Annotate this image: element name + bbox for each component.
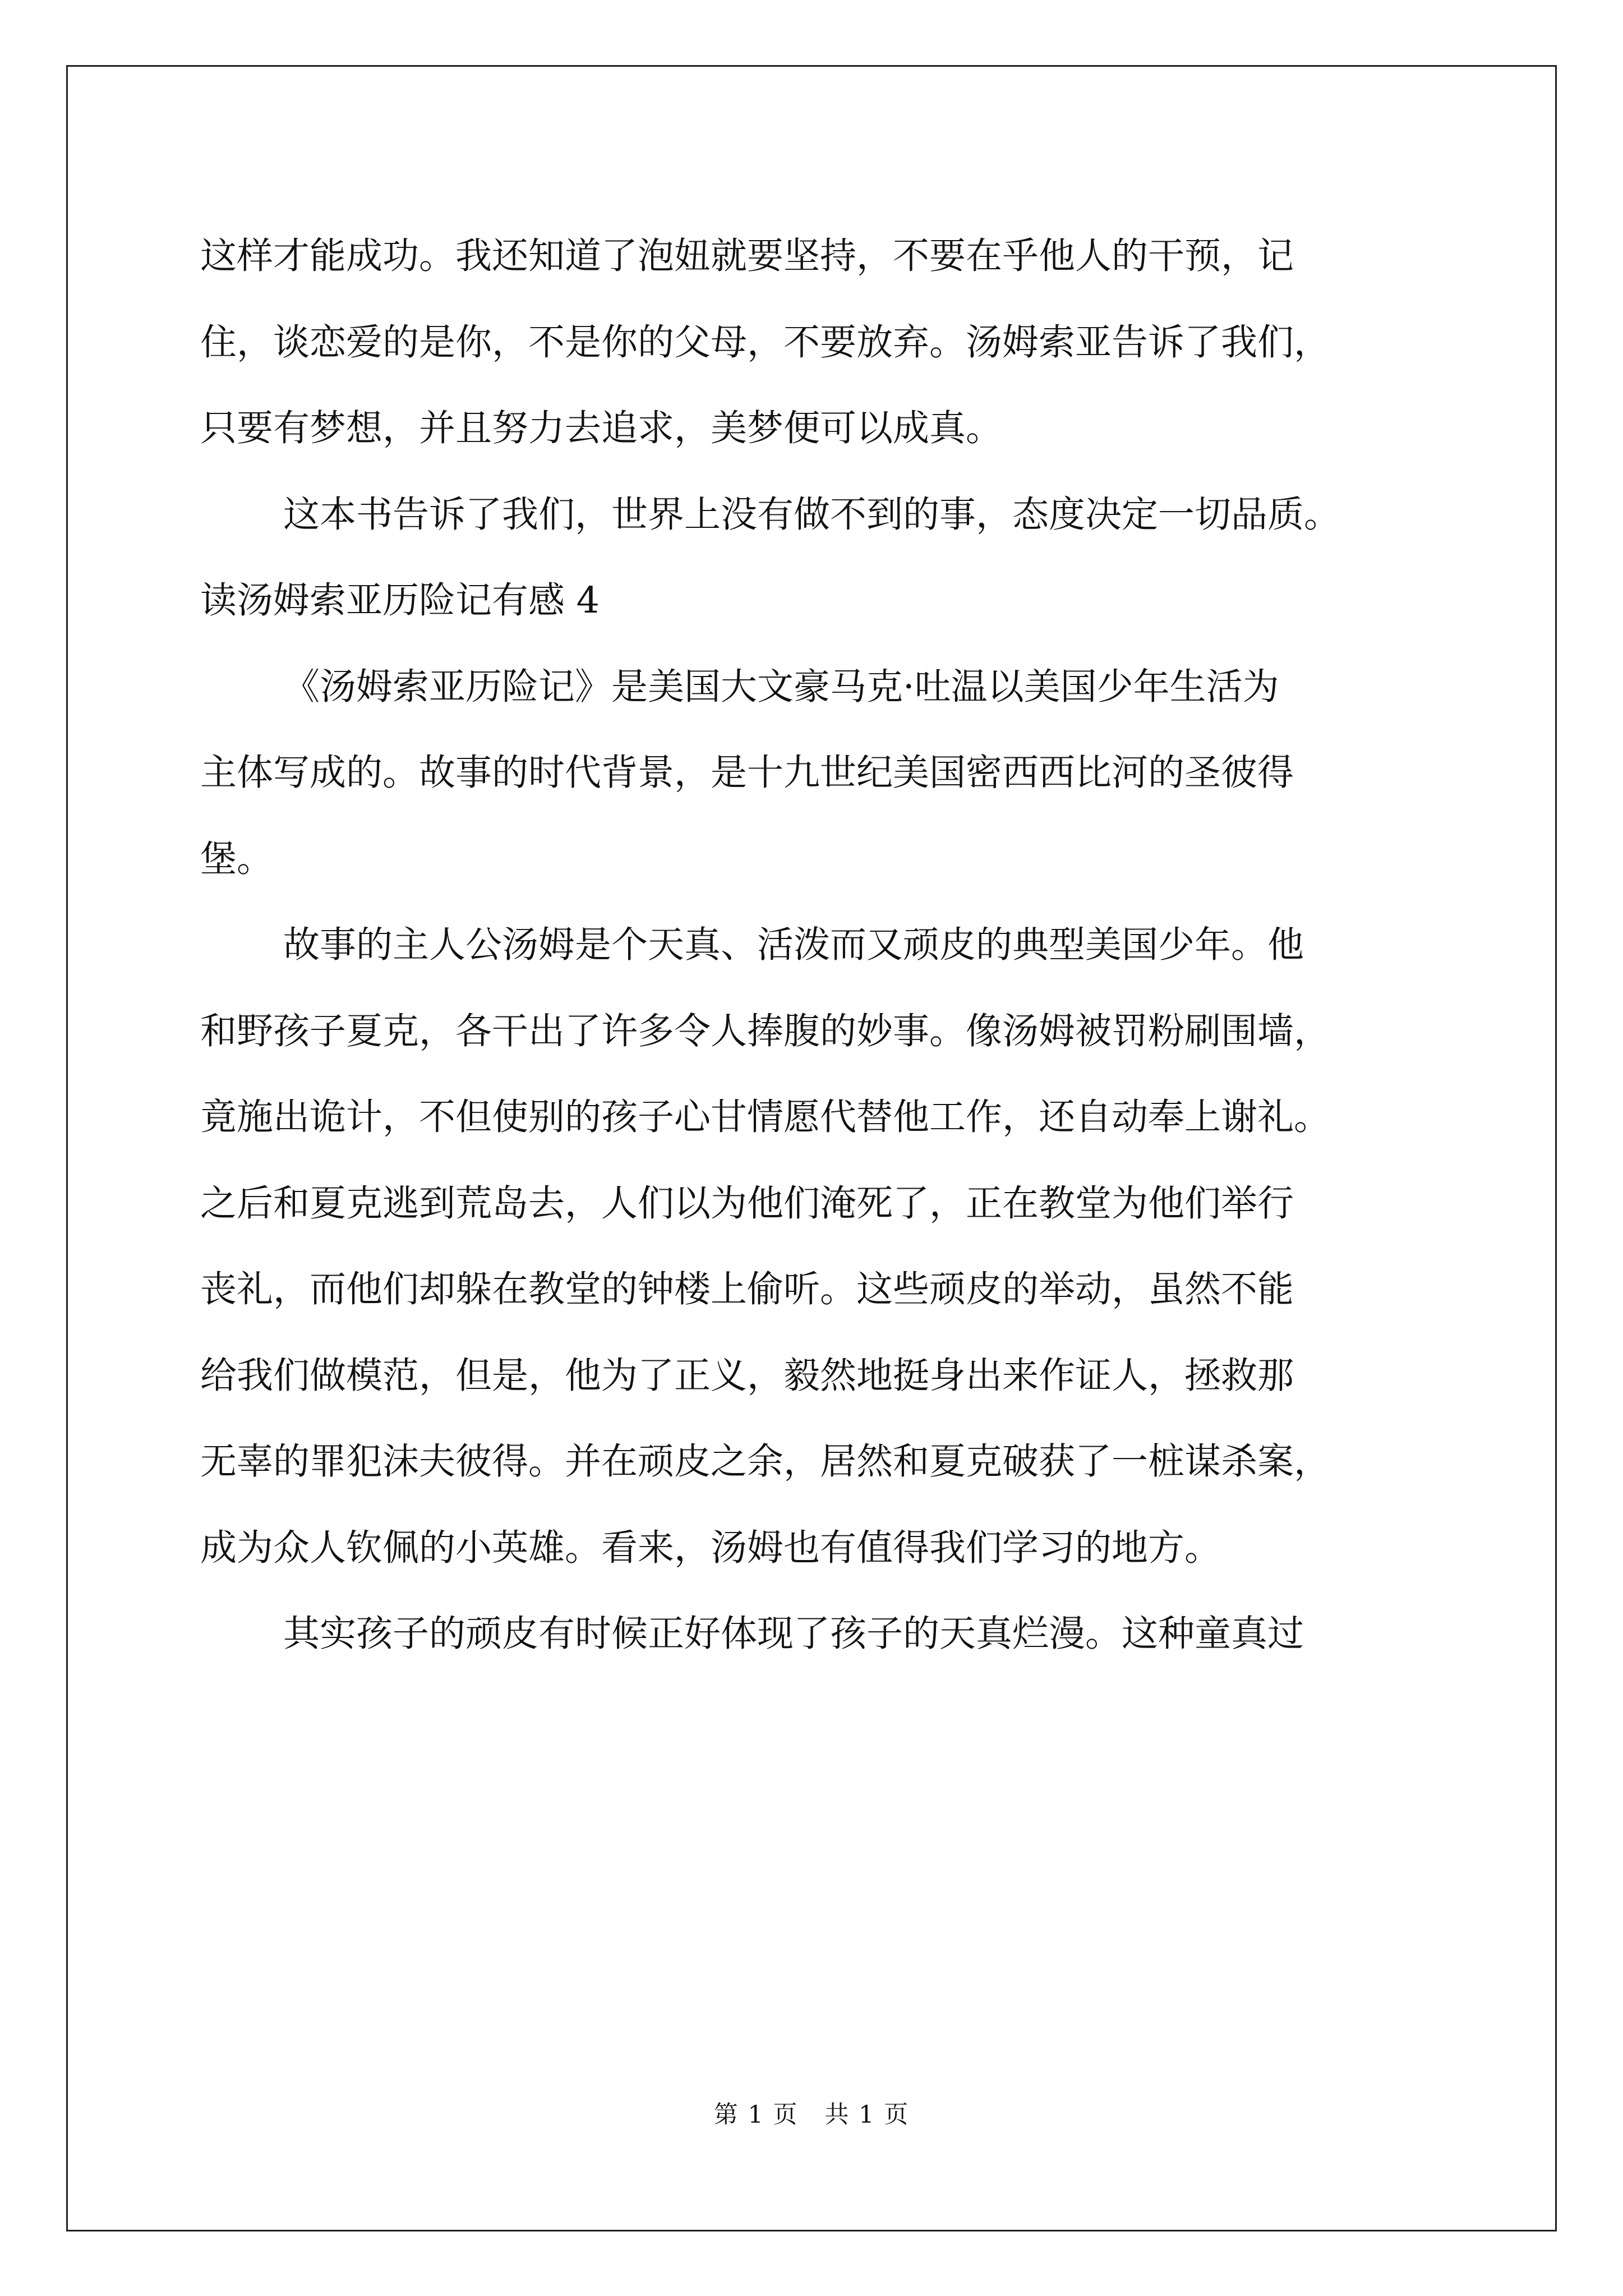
document-body: [200, 213, 1428, 1677]
text-line: 《汤姆索亚历险记》是美国大文豪马克·吐温以美国少年生活为: [283, 665, 1279, 708]
text-line: 这本书告诉了我们，世界上没有做不到的事，态度决定一切品质。: [283, 493, 1341, 536]
text-line: 主体写成的。故事的时代背景，是十九世纪美国密西西比河的圣彼得: [200, 752, 1294, 794]
text-line: 住，谈恋爱的是你，不是你的父母，不要放弃。汤姆索亚告诉了我们，: [200, 321, 1331, 364]
text-line: 成为众人钦佩的小英雄。看来，汤姆也有值得我们学习的地方。: [200, 1526, 1221, 1569]
text-line: 无辜的罪犯沫夫彼得。并在顽皮之余，居然和夏克破获了一桩谋杀案，: [200, 1441, 1331, 1483]
text-line: 其实孩子的顽皮有时候正好体现了孩子的天真烂漫。这种童真过: [283, 1613, 1304, 1655]
page-footer: 第 1 页 共 1 页: [713, 2101, 910, 2129]
text-line: 这样才能成功。我还知道了泡妞就要坚持，不要在乎他人的干预，记: [200, 235, 1294, 277]
section-heading: 读汤姆索亚历险记有感 4: [200, 579, 600, 622]
text-line: 故事的主人公汤姆是个天真、活泼而又顽皮的典型美国少年。他: [283, 924, 1304, 966]
text-line: 给我们做模范，但是，他为了正义，毅然地挺身出来作证人，拯救那: [200, 1354, 1294, 1397]
text-line: 丧礼，而他们却躲在教堂的钟楼上偷听。这些顽皮的举动，虽然不能: [200, 1268, 1294, 1310]
text-line: 和野孩子夏克，各干出了许多令人捧腹的妙事。像汤姆被罚粉刷围墙，: [200, 1010, 1331, 1052]
text-line: 只要有梦想，并且努力去追求，美梦便可以成真。: [200, 407, 1003, 449]
text-line: 之后和夏克逃到荒岛去，人们以为他们淹死了，正在教堂为他们举行: [200, 1182, 1294, 1225]
text-line: 堡。: [200, 838, 274, 880]
text-line: 竟施出诡计，不但使别的孩子心甘情愿代替他工作，还自动奉上谢礼。: [200, 1096, 1331, 1138]
